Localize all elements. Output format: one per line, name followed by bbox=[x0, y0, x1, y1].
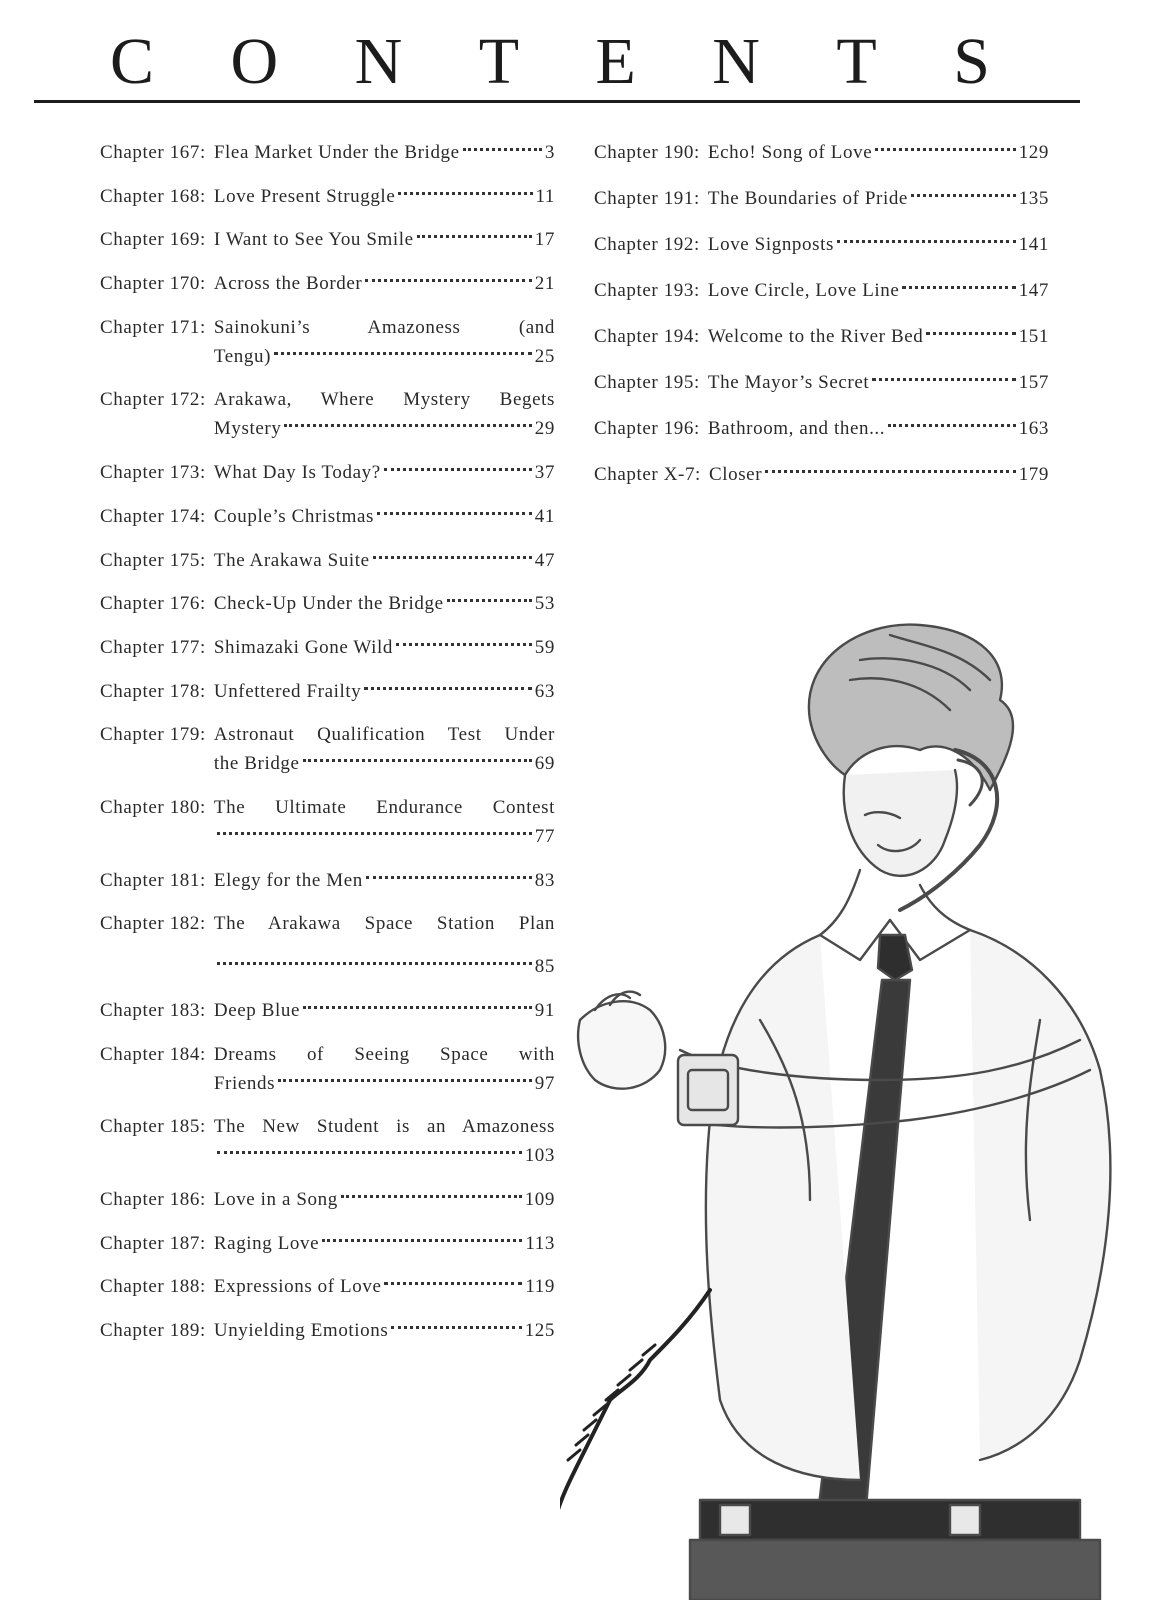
chapter-label: Chapter 188 bbox=[100, 1276, 200, 1298]
title-letter: T bbox=[478, 25, 520, 98]
chapter-title: The New Student is an Amazoness bbox=[213, 1116, 555, 1138]
toc-entry[interactable]: Chapter 167: Flea Market Under the Bridge 3 bbox=[100, 138, 555, 167]
page-number: 109 bbox=[524, 1189, 555, 1211]
dot-leader bbox=[366, 876, 532, 879]
page-number: 157 bbox=[1018, 372, 1049, 393]
chapter-label: Chapter 185 bbox=[100, 1116, 200, 1138]
chapter-label: Chapter 182 bbox=[100, 913, 200, 935]
dot-leader bbox=[284, 424, 531, 427]
dot-leader bbox=[364, 687, 531, 690]
chapter-label: Chapter 168 bbox=[100, 185, 200, 207]
chapter-title: Check-Up Under the Bridge bbox=[213, 593, 444, 615]
page-number: 179 bbox=[1018, 464, 1049, 485]
dot-leader bbox=[373, 556, 532, 559]
chapter-label: Chapter 184 bbox=[100, 1043, 200, 1065]
chapter-title: Dreams of Seeing Space with bbox=[213, 1043, 555, 1065]
dot-leader bbox=[875, 148, 1015, 151]
chapter-title-continued: Friends bbox=[213, 1072, 276, 1094]
dot-leader bbox=[872, 378, 1015, 381]
chapter-label: Chapter 172 bbox=[100, 389, 200, 411]
toc-entry[interactable]: Chapter 168: Love Present Struggle 11 bbox=[100, 182, 555, 211]
toc-entry[interactable]: Chapter 180: The Ultimate Endurance Contest 77 bbox=[100, 793, 555, 851]
toc-entry[interactable]: Chapter 188: Expressions of Love 119 bbox=[100, 1272, 555, 1301]
chapter-title: Astronaut Qualification Test Under bbox=[213, 724, 555, 746]
toc-entry[interactable]: Chapter 176: Check-Up Under the Bridge 53 bbox=[100, 589, 555, 618]
chapter-title: Shimazaki Gone Wild bbox=[213, 636, 394, 658]
chapter-label: Chapter 195 bbox=[594, 372, 694, 393]
page-number: 141 bbox=[1018, 234, 1049, 255]
dot-leader bbox=[217, 1151, 522, 1154]
title-letter: S bbox=[953, 25, 990, 98]
chapter-label: Chapter 178 bbox=[100, 680, 200, 702]
chapter-label: Chapter 176 bbox=[100, 593, 200, 615]
dot-leader bbox=[303, 1006, 532, 1009]
chapter-label: Chapter 183 bbox=[100, 1000, 200, 1021]
toc-column-right bbox=[594, 138, 1049, 506]
page-number: 97 bbox=[534, 1072, 555, 1094]
title-letter: O bbox=[230, 25, 279, 98]
chapter-label: Chapter 191 bbox=[594, 188, 694, 209]
dot-leader bbox=[217, 962, 532, 965]
page-number: 83 bbox=[534, 869, 555, 891]
page-number: 91 bbox=[534, 1000, 555, 1021]
dot-leader bbox=[447, 599, 532, 602]
title-letter: N bbox=[712, 25, 760, 98]
chapter-label: Chapter 179 bbox=[100, 724, 200, 746]
chapter-title: The Boundaries of Pride bbox=[707, 188, 908, 209]
dot-leader bbox=[902, 286, 1015, 289]
chapter-title: Sainokuni’s Amazoness (and bbox=[213, 316, 555, 338]
chapter-title: Echo! Song of Love bbox=[707, 142, 873, 163]
page-number: 53 bbox=[534, 593, 555, 615]
page-number: 103 bbox=[524, 1145, 555, 1167]
chapter-title-continued: Tengu) bbox=[213, 345, 272, 367]
chapter-title: The Mayor’s Secret bbox=[707, 372, 870, 393]
page-number: 63 bbox=[534, 680, 555, 702]
chapter-title: Couple’s Christmas bbox=[213, 505, 375, 527]
page-number: 41 bbox=[534, 505, 555, 527]
chapter-title: Across the Border bbox=[213, 273, 363, 295]
dot-leader bbox=[911, 194, 1016, 197]
chapter-title: Raging Love bbox=[213, 1232, 320, 1254]
chapter-label: Chapter 194 bbox=[594, 326, 694, 347]
toc-column-left bbox=[100, 138, 555, 1360]
chapter-label: Chapter 175 bbox=[100, 549, 200, 571]
toc-entry[interactable]: Chapter 191: The Boundaries of Pride 135 bbox=[594, 184, 1049, 213]
chapter-title-continued: Mystery bbox=[213, 418, 282, 440]
page-number: 29 bbox=[534, 418, 555, 440]
page-number: 151 bbox=[1018, 326, 1049, 347]
dot-leader bbox=[926, 332, 1015, 335]
dot-leader bbox=[837, 240, 1016, 243]
toc-entry[interactable]: Chapter 179: Astronaut Qualification Test Under the Bridge 69 bbox=[100, 720, 555, 778]
page-number: 3 bbox=[544, 142, 555, 163]
toc-entry[interactable]: Chapter 172: Arakawa, Where Mystery Begets Mystery 29 bbox=[100, 385, 555, 443]
chapter-title: What Day Is Today? bbox=[213, 462, 381, 484]
page-number: 85 bbox=[534, 956, 555, 978]
chapter-label: Chapter 181 bbox=[100, 869, 200, 891]
title-letter: T bbox=[836, 25, 877, 98]
toc-entry[interactable]: Chapter 192: Love Signposts 141 bbox=[594, 230, 1049, 259]
chapter-label: Chapter 192 bbox=[594, 234, 694, 255]
title-letter: N bbox=[354, 25, 403, 98]
page-number: 129 bbox=[1018, 142, 1049, 163]
page-number: 135 bbox=[1018, 188, 1049, 209]
page-number: 47 bbox=[534, 549, 555, 571]
chapter-label: Chapter 196 bbox=[594, 418, 694, 439]
chapter-title: Love Circle, Love Line bbox=[707, 280, 900, 301]
page-number: 119 bbox=[525, 1276, 555, 1298]
chapter-title: Expressions of Love bbox=[213, 1276, 382, 1298]
chapter-title: The Arakawa Suite bbox=[213, 549, 370, 571]
title-rule bbox=[34, 100, 1080, 103]
toc-entry[interactable]: Chapter 171: Sainokuni’s Amazoness (and Tengu) 25 bbox=[100, 313, 555, 371]
dot-leader bbox=[463, 148, 542, 151]
dot-leader bbox=[322, 1239, 522, 1242]
chapter-title: The Ultimate Endurance Contest bbox=[213, 796, 555, 818]
chapter-title: I Want to See You Smile bbox=[213, 229, 414, 251]
page-number: 125 bbox=[524, 1320, 555, 1342]
toc-entry[interactable]: Chapter 194: Welcome to the River Bed 151 bbox=[594, 322, 1049, 351]
dot-leader bbox=[391, 1326, 521, 1329]
dot-leader bbox=[274, 352, 532, 355]
page-number: 17 bbox=[534, 229, 555, 251]
page-number: 11 bbox=[535, 185, 555, 207]
chapter-label: Chapter 180 bbox=[100, 796, 200, 818]
chapter-label: Chapter 174 bbox=[100, 505, 200, 527]
toc-entry[interactable]: Chapter 184: Dreams of Seeing Space with Friends 97 bbox=[100, 1040, 555, 1098]
chapter-title: Love Signposts bbox=[707, 234, 834, 255]
chapter-title: Bathroom, and then... bbox=[707, 418, 886, 439]
chapter-title: Love Present Struggle bbox=[213, 185, 396, 207]
toc-entry[interactable]: Chapter 183: Deep Blue 91 bbox=[100, 996, 555, 1025]
chapter-title: Love in a Song bbox=[213, 1189, 338, 1211]
toc-entry[interactable]: Chapter 185: The New Student is an Amazoness 103 bbox=[100, 1112, 555, 1170]
dot-leader bbox=[217, 832, 532, 835]
toc-entry[interactable]: Chapter 182: The Arakawa Space Station Plan 85 bbox=[100, 909, 555, 981]
chapter-title: The Arakawa Space Station Plan bbox=[213, 913, 555, 935]
chapter-label: Chapter 171 bbox=[100, 316, 200, 338]
chapter-title: Closer bbox=[708, 464, 763, 485]
man-on-phone-illustration bbox=[560, 600, 1173, 1600]
chapter-label: Chapter 187 bbox=[100, 1232, 200, 1254]
page-number: 77 bbox=[534, 825, 555, 847]
chapter-title: Elegy for the Men bbox=[213, 869, 363, 891]
chapter-title-continued: the Bridge bbox=[213, 753, 300, 775]
title-letter: E bbox=[595, 25, 636, 98]
toc-entry[interactable]: Chapter 189: Unyielding Emotions 125 bbox=[100, 1316, 555, 1345]
toc-entry[interactable]: Chapter 186: Love in a Song 109 bbox=[100, 1185, 555, 1214]
toc-entry[interactable]: Chapter 169: I Want to See You Smile 17 bbox=[100, 225, 555, 254]
dot-leader bbox=[365, 279, 531, 282]
chapter-label: Chapter 190 bbox=[594, 142, 694, 163]
toc-entry[interactable]: Chapter 181: Elegy for the Men 83 bbox=[100, 866, 555, 895]
toc-entry[interactable]: Chapter 175: The Arakawa Suite 47 bbox=[100, 546, 555, 575]
dot-leader bbox=[278, 1079, 532, 1082]
page-title bbox=[110, 22, 990, 102]
dot-leader bbox=[341, 1195, 522, 1198]
page-number: 37 bbox=[534, 462, 555, 484]
toc-entry[interactable]: Chapter 190: Echo! Song of Love 129 bbox=[594, 138, 1049, 167]
toc-entry[interactable]: Chapter X-7: Closer 179 bbox=[594, 460, 1049, 489]
chapter-label: Chapter 193 bbox=[594, 280, 694, 301]
toc-entry[interactable]: Chapter 195: The Mayor’s Secret 157 bbox=[594, 368, 1049, 397]
page-number: 69 bbox=[534, 753, 555, 775]
title-letter: C bbox=[110, 25, 155, 98]
page-number: 147 bbox=[1018, 280, 1049, 301]
chapter-label: Chapter 169 bbox=[100, 229, 200, 251]
dot-leader bbox=[417, 235, 532, 238]
toc-entry[interactable]: Chapter 177: Shimazaki Gone Wild 59 bbox=[100, 633, 555, 662]
toc-entry[interactable]: Chapter 196: Bathroom, and then... 163 bbox=[594, 414, 1049, 443]
page-number: 163 bbox=[1018, 418, 1049, 439]
chapter-title: Unyielding Emotions bbox=[213, 1320, 389, 1342]
dot-leader bbox=[765, 470, 1016, 473]
chapter-label: Chapter 177 bbox=[100, 636, 200, 658]
chapter-title: Flea Market Under the Bridge bbox=[213, 142, 460, 163]
chapter-label: Chapter 167 bbox=[100, 142, 200, 163]
dot-leader bbox=[396, 643, 532, 646]
dot-leader bbox=[384, 1282, 522, 1285]
page-number: 113 bbox=[525, 1232, 555, 1254]
toc-entry[interactable]: Chapter 178: Unfettered Frailty 63 bbox=[100, 677, 555, 706]
chapter-label: Chapter 186 bbox=[100, 1189, 200, 1211]
dot-leader bbox=[398, 192, 532, 195]
chapter-label: Chapter 170 bbox=[100, 273, 200, 295]
dot-leader bbox=[888, 424, 1016, 427]
chapter-title: Unfettered Frailty bbox=[213, 680, 362, 702]
page-number: 25 bbox=[534, 345, 555, 367]
chapter-label: Chapter 189 bbox=[100, 1320, 200, 1342]
dot-leader bbox=[384, 468, 532, 471]
chapter-title: Arakawa, Where Mystery Begets bbox=[213, 389, 555, 411]
page-number: 21 bbox=[534, 273, 555, 295]
page-number: 59 bbox=[534, 636, 555, 658]
chapter-title: Welcome to the River Bed bbox=[707, 326, 924, 347]
toc-entry[interactable]: Chapter 170: Across the Border 21 bbox=[100, 269, 555, 298]
toc-entry[interactable]: Chapter 173: What Day Is Today? 37 bbox=[100, 458, 555, 487]
chapter-title: Deep Blue bbox=[213, 1000, 301, 1021]
chapter-label: Chapter 173 bbox=[100, 462, 200, 484]
chapter-label: Chapter X-7 bbox=[594, 464, 696, 485]
toc-entry[interactable]: Chapter 187: Raging Love 113 bbox=[100, 1229, 555, 1258]
dot-leader bbox=[303, 759, 532, 762]
toc-entry[interactable]: Chapter 193: Love Circle, Love Line 147 bbox=[594, 276, 1049, 305]
dot-leader bbox=[377, 512, 532, 515]
toc-entry[interactable]: Chapter 174: Couple’s Christmas 41 bbox=[100, 502, 555, 531]
